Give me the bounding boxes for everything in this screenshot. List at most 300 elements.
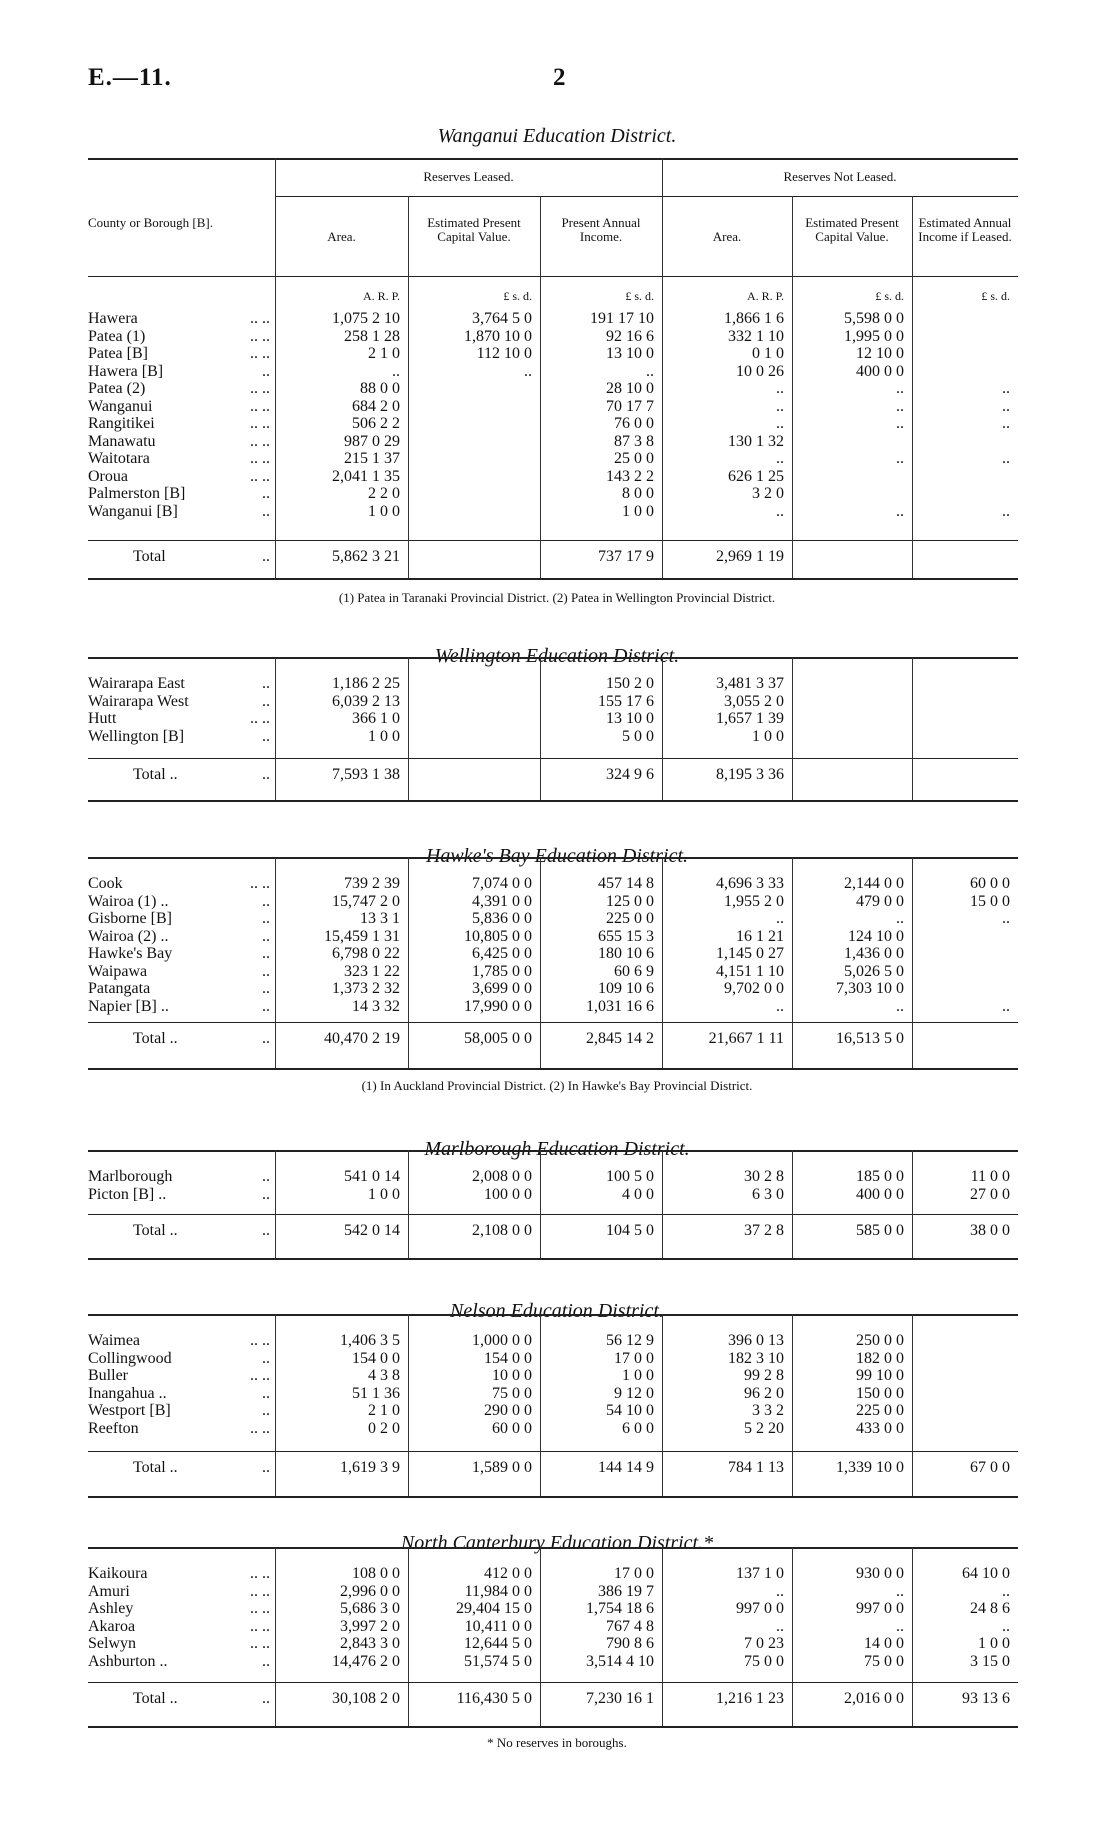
income-cell: 1 0 0	[622, 502, 654, 520]
capital-nl-cell: 182 0 0	[856, 1349, 904, 1367]
income-cell: 28 10 0	[606, 380, 654, 397]
total-income-if: 93 13 6	[962, 1690, 1010, 1707]
area-nl-cell: ..	[776, 1582, 784, 1600]
area-nl-cell: 1,866 1 6	[724, 310, 784, 327]
column-divider	[408, 276, 409, 578]
page-reference: E.—11.	[88, 64, 172, 91]
area-cell: 6,039 2 13	[332, 692, 400, 710]
leader-dots: .. ..	[250, 310, 270, 327]
capital-nl-cell: ..	[896, 415, 904, 432]
column-divider	[662, 657, 663, 800]
area-nl-cell: 5 2 20	[744, 1419, 784, 1437]
leader-dots: ..	[262, 997, 270, 1015]
column-divider	[275, 1547, 276, 1726]
column-divider	[912, 657, 913, 800]
capital-cell: 154 0 0	[484, 1349, 532, 1367]
income-if-cell: 27 0 0	[970, 1185, 1010, 1203]
leader-dots: .. ..	[250, 432, 270, 450]
area-nl-cell: ..	[776, 502, 784, 520]
income-cell: 655 15 3	[598, 927, 654, 945]
total-rule	[88, 540, 1018, 541]
column-divider	[540, 857, 541, 1068]
income-cell: 76 0 0	[614, 415, 654, 432]
capital-cell: 1,000 0 0	[472, 1332, 532, 1349]
income-if-cell: 64 10 0	[962, 1565, 1010, 1582]
footnote: (1) In Auckland Provincial District. (2) In Hawke's Bay Provincial District.	[361, 1078, 753, 1093]
leader-dots: .. ..	[250, 1617, 270, 1635]
area-cell: 13 3 1	[360, 910, 400, 927]
column-divider	[792, 857, 793, 1068]
total-income: 7,230 16 1	[586, 1690, 654, 1707]
area-nl-cell: ..	[776, 450, 784, 467]
column-divider	[408, 1150, 409, 1258]
capital-nl-cell: 400 0 0	[856, 362, 904, 380]
area-cell: 1,075 2 10	[332, 310, 400, 327]
area-cell: 1,406 3 5	[340, 1332, 400, 1349]
county-name: Patea [B]	[88, 345, 148, 362]
income-if-cell: 15 0 0	[970, 892, 1010, 910]
area-nl-cell: 10 0 26	[736, 362, 784, 380]
total-area-nl: 1,216 1 23	[716, 1690, 784, 1707]
header-divider	[662, 196, 663, 276]
capital-nl-cell: 1,995 0 0	[844, 327, 904, 345]
leader-dots: ..	[262, 927, 270, 945]
county-name: Hawke's Bay	[88, 945, 173, 962]
leader-dots: ..	[262, 1402, 270, 1419]
county-name: Marlborough	[88, 1168, 173, 1185]
capital-nl-cell: 124 10 0	[848, 927, 904, 945]
leader-dots: ..	[262, 910, 270, 927]
footnote: (1) Patea in Taranaki Provincial District. (2) Patea in Wellington Provincial District.	[338, 590, 776, 605]
leader-dots: .. ..	[250, 1600, 270, 1617]
income-cell: 100 5 0	[606, 1168, 654, 1185]
total-area: 40,470 2 19	[324, 1030, 400, 1047]
total-income: 2,845 14 2	[586, 1030, 654, 1047]
leader-dots: ..	[262, 548, 270, 565]
column-divider	[540, 657, 541, 800]
total-income-if: 67 0 0	[970, 1459, 1010, 1476]
leader-dots: ..	[262, 766, 270, 783]
area-nl-cell: 30 2 8	[744, 1168, 784, 1185]
income-cell: 457 14 8	[598, 875, 654, 892]
capital-value-not-leased-header: Estimated Present Capital Value.	[805, 215, 899, 244]
county-name: Waimea	[88, 1332, 141, 1349]
area-nl-cell: 626 1 25	[728, 467, 784, 485]
leader-dots: .. ..	[250, 1635, 270, 1652]
capital-nl-cell: 2,144 0 0	[844, 875, 904, 892]
header-divider	[912, 196, 913, 276]
area-cell: 14,476 2 0	[332, 1652, 400, 1670]
income-cell: 13 10 0	[606, 710, 654, 727]
header-bottom-rule	[88, 276, 1018, 277]
area-nl-cell: 137 1 0	[736, 1565, 784, 1582]
total-area: 542 0 14	[344, 1222, 400, 1239]
area-nl-cell: 1,145 0 27	[716, 945, 784, 962]
total-rule	[88, 1682, 1018, 1683]
area-cell: 987 0 29	[344, 432, 400, 450]
leader-dots: ..	[262, 485, 270, 502]
page-number: 2	[553, 64, 566, 91]
capital-value-header: Estimated Present Capital Value.	[427, 215, 521, 244]
column-divider	[275, 657, 276, 800]
county-name: Wairarapa East	[88, 675, 185, 692]
area-nl-cell: 182 3 10	[728, 1349, 784, 1367]
district-title: Wellington Education District.	[434, 645, 680, 667]
capital-cell: 51,574 5 0	[464, 1652, 532, 1670]
county-name: Hutt	[88, 710, 117, 727]
reserves-leased-header: Reserves Leased.	[423, 169, 514, 184]
capital-cell: 1,785 0 0	[472, 962, 532, 980]
area-cell: ..	[392, 362, 400, 380]
county-name: Ashley	[88, 1600, 134, 1617]
total-capital: 116,430 5 0	[456, 1690, 532, 1707]
section-top-rule	[88, 1314, 1018, 1316]
area-cell: 2 2 0	[368, 485, 400, 502]
column-divider	[408, 857, 409, 1068]
capital-cell: 29,404 15 0	[456, 1600, 532, 1617]
county-name: Kaikoura	[88, 1565, 148, 1582]
income-if-cell: 24 8 6	[970, 1600, 1010, 1617]
column-divider	[662, 1547, 663, 1726]
leader-dots: ..	[262, 692, 270, 710]
area-nl-cell: 9,702 0 0	[724, 980, 784, 997]
capital-cell: 1,870 10 0	[464, 327, 532, 345]
column-divider	[792, 1547, 793, 1726]
capital-cell: 2,008 0 0	[472, 1168, 532, 1185]
leader-dots: ..	[262, 1222, 270, 1239]
header-divider	[408, 196, 409, 276]
capital-nl-cell: 185 0 0	[856, 1168, 904, 1185]
income-cell: 5 0 0	[622, 727, 654, 745]
county-name: Westport [B]	[88, 1402, 171, 1419]
income-cell: 767 4 8	[606, 1617, 654, 1635]
income-cell: 17 0 0	[614, 1349, 654, 1367]
capital-nl-cell: 225 0 0	[856, 1402, 904, 1419]
leader-dots: .. ..	[250, 345, 270, 362]
income-cell: 790 8 6	[606, 1635, 654, 1652]
column-divider	[912, 1314, 913, 1496]
area-cell: 1,186 2 25	[332, 675, 400, 692]
leader-dots: ..	[262, 962, 270, 980]
area-cell: 215 1 37	[344, 450, 400, 467]
capital-cell: 60 0 0	[492, 1419, 532, 1437]
area-nl-cell: 16 1 21	[736, 927, 784, 945]
column-divider	[540, 1547, 541, 1726]
county-name: Patangata	[88, 980, 151, 997]
area-cell: 2,041 1 35	[332, 467, 400, 485]
area-nl-cell: 3 2 0	[752, 485, 784, 502]
table-top-rule	[88, 158, 1018, 160]
column-divider	[662, 276, 663, 578]
county-name: Reefton	[88, 1419, 139, 1437]
area-nl-cell: ..	[776, 397, 784, 415]
county-name: Hawera	[88, 310, 138, 327]
capital-nl-cell: 433 0 0	[856, 1419, 904, 1437]
income-cell: 9 12 0	[614, 1384, 654, 1402]
leader-dots: ..	[262, 1168, 270, 1185]
leader-dots: ..	[262, 980, 270, 997]
capital-nl-cell: 99 10 0	[856, 1367, 904, 1384]
income-cell: 1 0 0	[622, 1367, 654, 1384]
header-divider	[792, 196, 793, 276]
area-nl-cell: 1,955 2 0	[724, 892, 784, 910]
leader-dots: .. ..	[250, 327, 270, 345]
income-if-cell: ..	[1002, 1582, 1010, 1600]
capital-nl-cell: 930 0 0	[856, 1565, 904, 1582]
area-cell: 2,996 0 0	[340, 1582, 400, 1600]
income-if-cell: 60 0 0	[970, 875, 1010, 892]
county-name: Waipawa	[88, 962, 148, 980]
area-nl-cell: 96 2 0	[744, 1384, 784, 1402]
district-title: Marlborough Education District.	[424, 1138, 690, 1160]
total-rule	[88, 1451, 1018, 1452]
column-divider	[408, 1547, 409, 1726]
capital-cell: 3,764 5 0	[472, 310, 532, 327]
leader-dots: ..	[262, 892, 270, 910]
leader-dots: ..	[262, 1459, 270, 1476]
income-cell: 1,031 16 6	[586, 997, 654, 1015]
column-divider	[275, 1150, 276, 1258]
section-bottom-rule	[88, 1258, 1018, 1260]
area-nl-cell: 75 0 0	[744, 1652, 784, 1670]
area-nl-cell: 1 0 0	[752, 727, 784, 745]
area-nl-cell: 4,151 1 10	[716, 962, 784, 980]
county-name: Rangitikei	[88, 415, 155, 432]
capital-cell: 4,391 0 0	[472, 892, 532, 910]
county-name: Napier [B] ..	[88, 997, 169, 1015]
area-nl-cell: ..	[776, 910, 784, 927]
column-divider	[662, 1314, 663, 1496]
header-divider	[540, 196, 541, 276]
area-cell: 0 2 0	[368, 1419, 400, 1437]
capital-nl-cell: ..	[896, 997, 904, 1015]
section-top-rule	[88, 1150, 1018, 1152]
capital-cell: 10 0 0	[492, 1367, 532, 1384]
column-divider	[408, 657, 409, 800]
capital-cell: 12,644 5 0	[464, 1635, 532, 1652]
capital-nl-cell: 997 0 0	[856, 1600, 904, 1617]
county-name: Ashburton ..	[88, 1652, 168, 1670]
income-if-cell: ..	[1002, 380, 1010, 397]
income-cell: 6 0 0	[622, 1419, 654, 1437]
leader-dots: ..	[262, 1652, 270, 1670]
capital-cell: 412 0 0	[484, 1565, 532, 1582]
county-name: Gisborne [B]	[88, 910, 172, 927]
area-nl-cell: 1,657 1 39	[716, 710, 784, 727]
capital-cell: 75 0 0	[492, 1384, 532, 1402]
total-area-nl: 2,969 1 19	[716, 548, 784, 565]
district-title: Nelson Education District.	[450, 1300, 664, 1322]
county-name: Manawatu	[88, 432, 156, 450]
income-cell: 150 2 0	[606, 675, 654, 692]
header-divider	[275, 158, 276, 276]
leader-dots: ..	[262, 502, 270, 520]
units-acres-roods-perches: A. R. P.	[746, 289, 784, 303]
income-cell: 56 12 9	[606, 1332, 654, 1349]
income-if-cell: 3 15 0	[970, 1652, 1010, 1670]
total-income-if: 38 0 0	[970, 1222, 1010, 1239]
income-cell: 92 16 6	[606, 327, 654, 345]
income-cell: 180 10 6	[598, 945, 654, 962]
total-area-nl: 8,195 3 36	[716, 766, 784, 783]
income-if-cell: ..	[1002, 450, 1010, 467]
total-income: 737 17 9	[598, 548, 654, 565]
section-bottom-rule	[88, 800, 1018, 802]
county-name: Inangahua ..	[88, 1384, 167, 1402]
leader-dots: .. ..	[250, 415, 270, 432]
capital-nl-cell: ..	[896, 1617, 904, 1635]
area-nl-cell: 3,481 3 37	[716, 675, 784, 692]
capital-nl-cell: 12 10 0	[856, 345, 904, 362]
county-name: Amuri	[88, 1582, 130, 1600]
total-area-nl: 21,667 1 11	[708, 1030, 784, 1047]
column-divider	[912, 276, 913, 578]
capital-cell: 3,699 0 0	[472, 980, 532, 997]
income-cell: 70 17 7	[606, 397, 654, 415]
total-area: 1,619 3 9	[340, 1459, 400, 1476]
area-nl-cell: 7 0 23	[744, 1635, 784, 1652]
income-if-leased-header: Estimated Annual Income if Leased.	[918, 215, 1012, 244]
units-pounds-shillings-pence: £ s. d.	[625, 289, 654, 303]
leader-dots: .. ..	[250, 1367, 270, 1384]
area-nl-cell: 3,055 2 0	[724, 692, 784, 710]
income-cell: ..	[646, 362, 654, 380]
capital-cell: 10,411 0 0	[464, 1617, 532, 1635]
capital-nl-cell: ..	[896, 397, 904, 415]
annual-income-header: Present Annual Income.	[561, 215, 641, 244]
total-capital-nl: 16,513 5 0	[836, 1030, 904, 1047]
district-title: Hawke's Bay Education District.	[425, 845, 688, 867]
area-nl-cell: 130 1 32	[728, 432, 784, 450]
column-divider	[275, 1314, 276, 1496]
column-divider	[408, 1314, 409, 1496]
column-divider	[792, 1150, 793, 1258]
income-cell: 60 6 9	[614, 962, 654, 980]
capital-cell: 5,836 0 0	[472, 910, 532, 927]
column-divider	[540, 1314, 541, 1496]
income-if-cell: ..	[1002, 997, 1010, 1015]
area-nl-cell: 6 3 0	[752, 1185, 784, 1203]
capital-cell: 6,425 0 0	[472, 945, 532, 962]
area-cell: 3,997 2 0	[340, 1617, 400, 1635]
area-cell: 6,798 0 22	[332, 945, 400, 962]
units-pounds-shillings-pence: £ s. d.	[503, 289, 532, 303]
income-cell: 3,514 4 10	[586, 1652, 654, 1670]
capital-cell: 290 0 0	[484, 1402, 532, 1419]
income-cell: 225 0 0	[606, 910, 654, 927]
district-title: North Canterbury Education District.*	[400, 1532, 714, 1554]
income-if-cell: ..	[1002, 1617, 1010, 1635]
column-divider	[912, 1150, 913, 1258]
leader-dots: .. ..	[250, 1582, 270, 1600]
total-area: 30,108 2 0	[332, 1690, 400, 1707]
area-nl-cell: 0 1 0	[752, 345, 784, 362]
leader-dots: ..	[262, 945, 270, 962]
county-name: Selwyn	[88, 1635, 136, 1652]
county-name: Wairarapa West	[88, 692, 189, 710]
total-capital-nl: 1,339 10 0	[836, 1459, 904, 1476]
area-cell: 51 1 36	[352, 1384, 400, 1402]
income-cell: 8 0 0	[622, 485, 654, 502]
income-cell: 143 2 2	[606, 467, 654, 485]
capital-cell: 7,074 0 0	[472, 875, 532, 892]
column-divider	[662, 1150, 663, 1258]
leader-dots: .. ..	[250, 1419, 270, 1437]
total-capital-nl: 585 0 0	[856, 1222, 904, 1239]
area-cell: 1,373 2 32	[332, 980, 400, 997]
column-divider	[662, 857, 663, 1068]
income-if-cell: ..	[1002, 502, 1010, 520]
area-nl-cell: ..	[776, 1617, 784, 1635]
capital-nl-cell: ..	[896, 450, 904, 467]
subheader-rule	[275, 196, 1018, 197]
units-pounds-shillings-pence: £ s. d.	[981, 289, 1010, 303]
income-cell: 125 0 0	[606, 892, 654, 910]
section-bottom-rule	[88, 1726, 1018, 1728]
capital-cell: 112 10 0	[476, 345, 532, 362]
total-rule	[88, 1022, 1018, 1023]
total-income: 144 14 9	[598, 1459, 654, 1476]
total-label: Total ..	[133, 1459, 178, 1476]
capital-nl-cell: 1,436 0 0	[844, 945, 904, 962]
total-label: Total ..	[133, 766, 178, 783]
total-rule	[88, 758, 1018, 759]
area-nl-cell: 3 3 2	[752, 1402, 784, 1419]
area-nl-cell: ..	[776, 415, 784, 432]
county-name: Waitotara	[88, 450, 150, 467]
area-cell: 5,686 3 0	[340, 1600, 400, 1617]
leader-dots: ..	[262, 1030, 270, 1047]
county-name: Patea (2)	[88, 380, 146, 397]
area-nl-cell: 99 2 8	[744, 1367, 784, 1384]
column-divider	[540, 276, 541, 578]
capital-nl-cell: 250 0 0	[856, 1332, 904, 1349]
units-pounds-shillings-pence: £ s. d.	[875, 289, 904, 303]
leader-dots: .. ..	[250, 380, 270, 397]
income-cell: 191 17 10	[590, 310, 654, 327]
total-area: 5,862 3 21	[332, 548, 400, 565]
area-nl-cell: ..	[776, 380, 784, 397]
income-cell: 109 10 6	[598, 980, 654, 997]
leader-dots: ..	[262, 675, 270, 692]
header-divider	[662, 158, 663, 196]
county-name: Wellington [B]	[88, 727, 185, 745]
section-top-rule	[88, 1547, 1018, 1549]
capital-nl-cell: 150 0 0	[856, 1384, 904, 1402]
leader-dots: ..	[262, 1185, 270, 1203]
area-cell: 4 3 8	[368, 1367, 400, 1384]
county-name: Wairoa (1) ..	[88, 892, 169, 910]
leader-dots: ..	[262, 727, 270, 745]
footnote: * No reserves in boroughs.	[487, 1735, 627, 1750]
income-if-cell: 11 0 0	[970, 1168, 1010, 1185]
capital-nl-cell: ..	[896, 910, 904, 927]
area-cell: 2 1 0	[368, 345, 400, 362]
total-label: Total ..	[133, 1222, 178, 1239]
area-cell: 15,747 2 0	[332, 892, 400, 910]
total-capital: 1,589 0 0	[472, 1459, 532, 1476]
units-acres-roods-perches: A. R. P.	[362, 289, 400, 303]
area-cell: 684 2 0	[352, 397, 400, 415]
section-bottom-rule	[88, 1496, 1018, 1498]
county-name: Palmerston [B]	[88, 485, 186, 502]
capital-nl-cell: 479 0 0	[856, 892, 904, 910]
column-divider	[275, 276, 276, 578]
county-name: Picton [B] ..	[88, 1185, 167, 1203]
leader-dots: .. ..	[250, 710, 270, 727]
column-divider	[912, 1547, 913, 1726]
income-cell: 4 0 0	[622, 1185, 654, 1203]
